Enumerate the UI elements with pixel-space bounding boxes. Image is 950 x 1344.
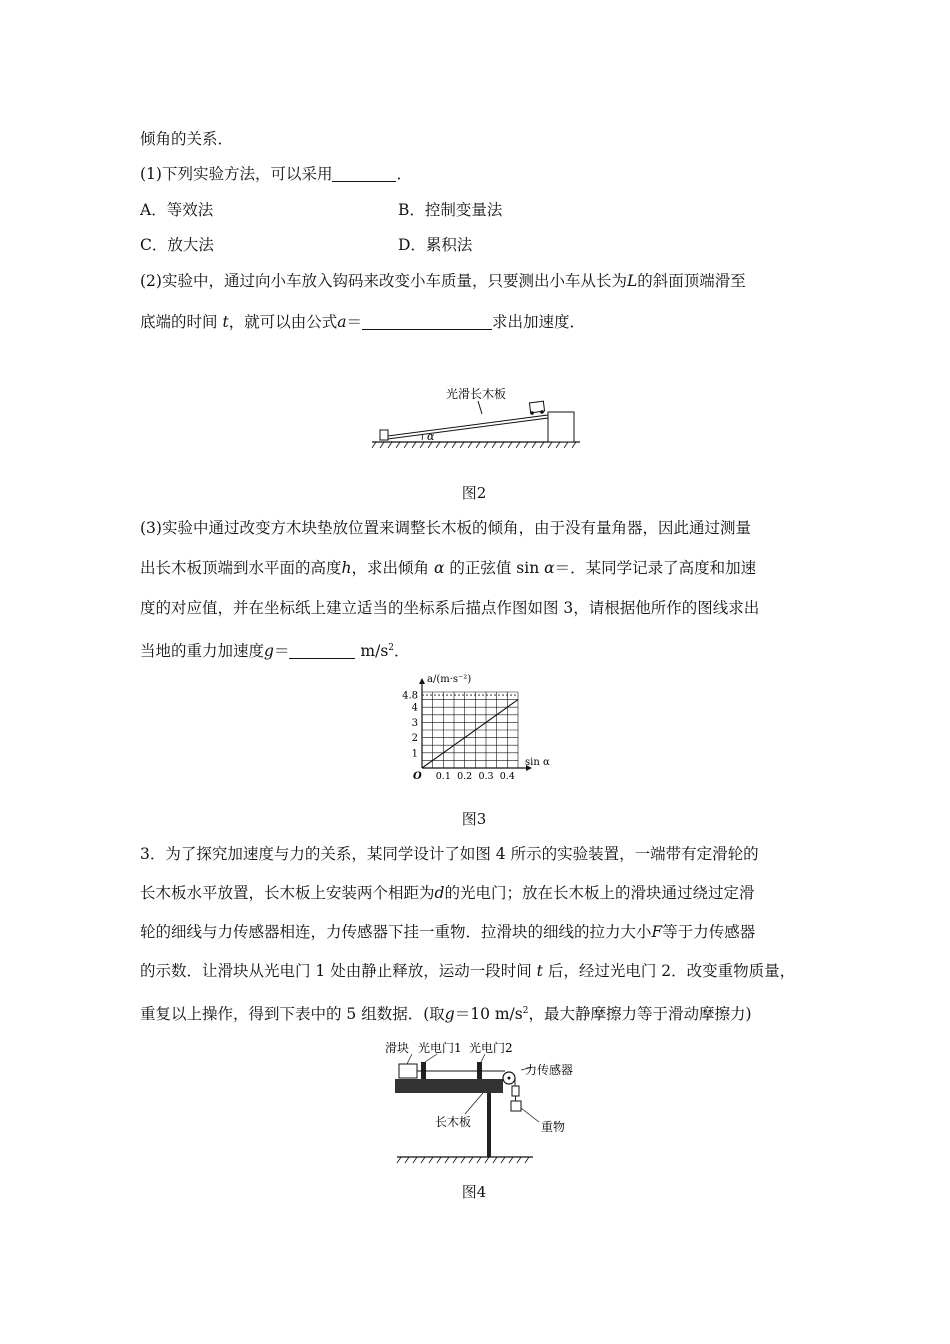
x-tick-label: 0.1 xyxy=(435,771,451,782)
figure-3-caption: 图3 xyxy=(461,810,487,828)
answer-blank xyxy=(289,642,355,659)
option-c: C．放大法 xyxy=(140,236,214,254)
fig2-board-label: 光滑长木板 xyxy=(446,387,507,401)
slider-label: 滑块 xyxy=(385,1041,410,1055)
board-stop xyxy=(380,430,388,440)
y-tick-label: 3 xyxy=(411,717,418,729)
photogate-2 xyxy=(477,1062,482,1079)
x-tick-label: 0.3 xyxy=(478,771,494,782)
angle-alpha: α xyxy=(427,430,435,443)
figure-2-caption: 图2 xyxy=(461,484,487,502)
y-tick-label: 4 xyxy=(411,702,418,714)
option-b: B．控制变量法 xyxy=(398,201,503,219)
figure-2-incline xyxy=(370,382,585,454)
long-board xyxy=(380,415,548,440)
x-tick-label: 0.4 xyxy=(499,771,515,782)
figure-4-apparatus xyxy=(385,1038,600,1166)
y-tick-label: 4.8 xyxy=(402,690,418,702)
chart-series xyxy=(422,700,518,768)
q3-line-5: 重复以上操作，得到下表中的 5 组数据．(取g＝10 $m/s^2$，最大静摩擦力等于滑动摩擦力) xyxy=(140,1005,752,1024)
question-3-line-4: 当地的重力加速度$g= m/s^2$． xyxy=(140,642,410,661)
question-2-line-2: 底端的时间 t，就可以由公式a＝ 求出加速度． xyxy=(140,313,585,331)
question-3-line-1: (3)实验中通过改变方木块垫放位置来调整长木板的倾角，由于没有量角器，因此通过测量 xyxy=(140,519,751,537)
board-label: 长木板 xyxy=(435,1115,472,1129)
q3-line-2: 长木板水平放置，长木板上安装两个相距为d的光电门；放在长木板上的滑块通过绕过定滑 xyxy=(140,884,755,902)
weight-label: 重物 xyxy=(541,1120,566,1134)
photogate-1 xyxy=(421,1062,426,1079)
support-leg xyxy=(487,1093,491,1157)
question-3-line-3: 度的对应值，并在坐标纸上建立适当的坐标系后描点作图如图 3，请根据他所作的图线求出 xyxy=(140,599,760,617)
force-sensor xyxy=(512,1086,519,1096)
figure-3-chart xyxy=(380,672,570,784)
long-board xyxy=(395,1079,503,1093)
text-line: 倾角的关系． xyxy=(140,130,234,148)
fit-line xyxy=(422,700,518,768)
option-d: D．累积法 xyxy=(398,236,473,254)
y-tick-label: 1 xyxy=(411,748,418,760)
weight-block xyxy=(511,1101,521,1111)
wood-block xyxy=(548,412,574,442)
gate2-label: 光电门2 xyxy=(469,1041,513,1055)
q3-line-1: 3．为了探究加速度与力的关系，某同学设计了如图 4 所示的实验装置，一端带有定滑轮的 xyxy=(140,845,759,863)
y-axis-arrow xyxy=(419,678,425,684)
ground-hatch xyxy=(372,442,576,448)
question-3-line-2: 出长木板顶端到水平面的高度h，求出倾角 α 的正弦值 sin α＝．某同学记录了高度和加速 xyxy=(140,559,757,577)
slider-block xyxy=(399,1064,417,1078)
x-axis-label: sin α xyxy=(525,757,550,768)
answer-blank xyxy=(362,313,492,330)
chart-grid xyxy=(422,692,518,768)
origin-label: O xyxy=(413,771,422,782)
y-tick-label: 2 xyxy=(411,733,418,745)
sensor-label: 力传感器 xyxy=(525,1063,574,1077)
figure-4-caption: 图4 xyxy=(461,1183,487,1201)
q3-line-3: 轮的细线与力传感器相连，力传感器下挂一重物．拉滑块的细线的拉力大小F等于力传感器 xyxy=(140,923,756,941)
q3-line-4: 的示数．让滑块从光电门 1 处由静止释放，运动一段时间 t 后，经过光电门 2．改变重物质量， xyxy=(140,962,796,980)
question-2-line-1: (2)实验中，通过向小车放入钩码来改变小车质量，只要测出小车从长为L的斜面顶端滑至 xyxy=(140,272,746,290)
question-1: (1)下列实验方法，可以采用 ． xyxy=(140,165,412,183)
x-tick-label: 0.2 xyxy=(457,771,473,782)
y-axis-label: a/(m·s⁻²) xyxy=(427,674,472,685)
answer-blank xyxy=(332,165,396,182)
option-a: A．等效法 xyxy=(140,201,214,219)
gate1-label: 光电门1 xyxy=(418,1041,462,1055)
